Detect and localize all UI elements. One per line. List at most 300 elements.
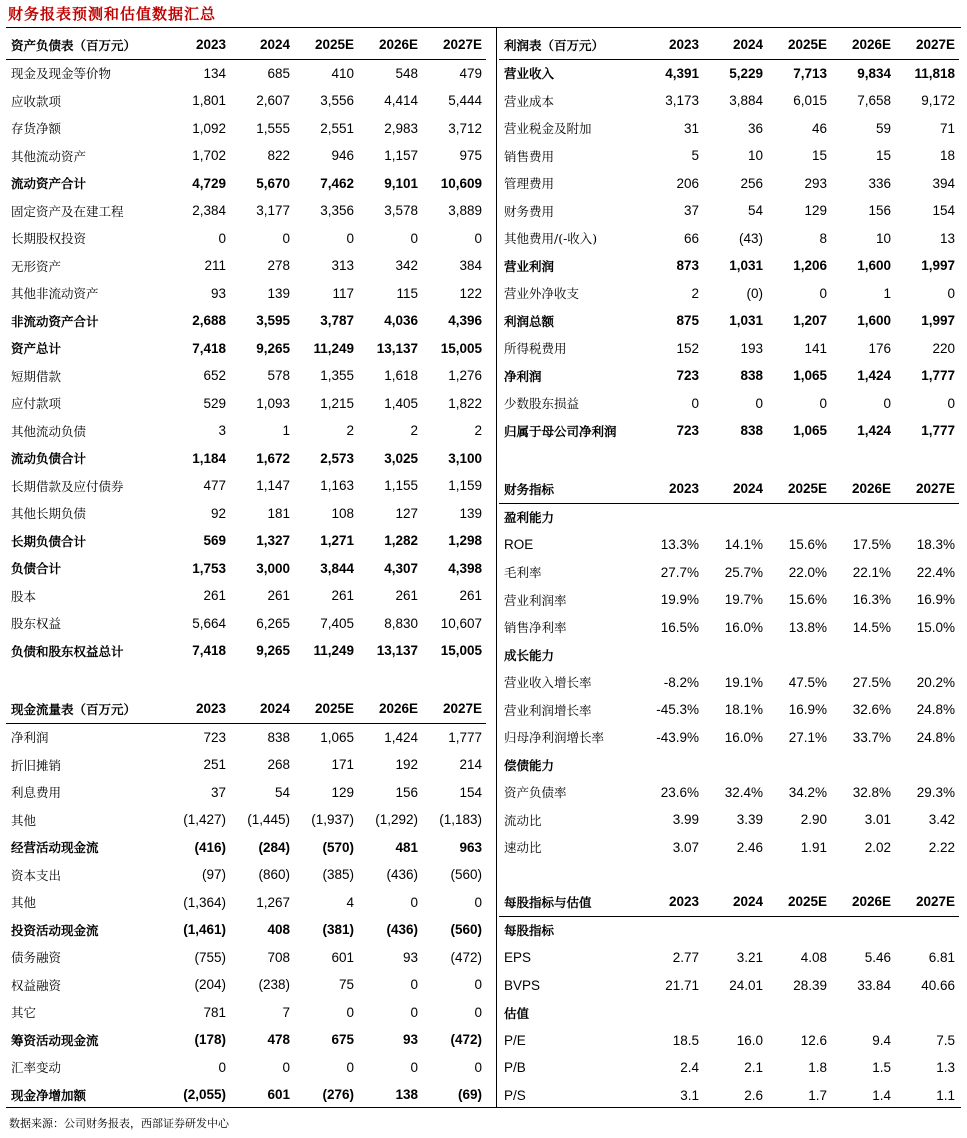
- year-header: 2026E: [831, 475, 895, 503]
- row-value: 16.0%: [724, 729, 763, 745]
- row-label: 长期负债合计: [11, 533, 87, 549]
- row-value: 154: [459, 784, 482, 800]
- row-value: 14.5%: [852, 619, 891, 635]
- table-row: [499, 779, 959, 807]
- table-row: [6, 500, 486, 528]
- row-label: 营业利润: [504, 258, 555, 274]
- row-value: 7,658: [857, 93, 891, 109]
- row-value: 3,844: [320, 560, 354, 576]
- year-header: 2024: [703, 475, 767, 503]
- row-value: [895, 999, 959, 1027]
- row-value: 2,384: [192, 203, 226, 219]
- year-header: 2026E: [358, 695, 422, 723]
- row-value: 7,418: [192, 643, 226, 659]
- row-value: 261: [459, 588, 482, 604]
- table-row: [499, 280, 959, 308]
- row-value: 0: [947, 395, 955, 411]
- row-value: 1,777: [448, 729, 482, 745]
- year-header: 2025E: [294, 31, 358, 59]
- row-value: 1,618: [384, 368, 418, 384]
- row-value: 1,206: [793, 258, 827, 274]
- row-label: 其他: [11, 895, 37, 911]
- row-value: 0: [947, 285, 955, 301]
- row-value: 3,712: [448, 120, 482, 136]
- table-header-label: 资产负债表（百万元）: [6, 31, 166, 59]
- table-row: [499, 197, 959, 225]
- table-row: [499, 170, 959, 198]
- row-label: 成长能力: [504, 647, 555, 663]
- row-value: 2,607: [256, 93, 290, 109]
- row-value: 20.2%: [916, 674, 955, 690]
- row-value: 578: [267, 368, 290, 384]
- row-value: 0: [282, 230, 290, 246]
- row-value: (385): [322, 867, 354, 883]
- row-value: 15.0%: [916, 619, 955, 635]
- bottom-rule: [6, 1107, 961, 1108]
- table-row: [6, 806, 486, 834]
- row-value: 9,172: [921, 93, 955, 109]
- row-value: 36: [747, 120, 763, 136]
- row-value: 479: [459, 65, 482, 81]
- row-value: 3,889: [448, 203, 482, 219]
- row-value: 16.9%: [788, 702, 827, 718]
- row-value: (204): [194, 977, 226, 993]
- row-value: 214: [459, 757, 482, 773]
- table-row: [499, 724, 959, 752]
- row-value: 19.7%: [724, 592, 763, 608]
- table-row: [6, 142, 486, 170]
- row-value: 3: [218, 423, 226, 439]
- row-value: 29.3%: [916, 784, 955, 800]
- row-value: 3.01: [864, 812, 891, 828]
- table-header-row: [6, 31, 486, 59]
- row-value: 0: [410, 977, 418, 993]
- row-value: 723: [203, 729, 226, 745]
- row-value: 21.71: [665, 977, 699, 993]
- row-label: 应收款项: [11, 93, 62, 109]
- row-value: 529: [203, 395, 226, 411]
- row-value: 1.91: [800, 839, 827, 855]
- table-row: [6, 916, 486, 944]
- row-label: 速动比: [504, 840, 542, 856]
- row-value: 3.39: [736, 812, 763, 828]
- row-value: 0: [474, 1004, 482, 1020]
- table-row: [499, 972, 959, 1000]
- row-value: 5,229: [729, 65, 763, 81]
- row-value: 54: [274, 784, 290, 800]
- row-value: 15.6%: [788, 592, 827, 608]
- row-value: 4,036: [384, 313, 418, 329]
- year-header: 2026E: [358, 31, 422, 59]
- row-value: 10: [875, 230, 891, 246]
- table-row: [6, 582, 486, 610]
- row-value: 2: [410, 423, 418, 439]
- row-label: 权益融资: [11, 977, 62, 993]
- row-value: 10: [747, 148, 763, 164]
- source-note: 数据来源：公司财务报表，西部证券研发中心: [9, 1117, 229, 1130]
- row-value: 13.8%: [788, 619, 827, 635]
- row-value: (436): [386, 867, 418, 883]
- row-value: 1,147: [256, 478, 290, 494]
- year-header: 2025E: [767, 475, 831, 503]
- row-value: 22.1%: [852, 564, 891, 580]
- row-value: 0: [282, 1059, 290, 1075]
- row-value: (238): [258, 977, 290, 993]
- row-value: 129: [331, 784, 354, 800]
- row-value: 1,405: [384, 395, 418, 411]
- row-value: 134: [203, 65, 226, 81]
- section-row: [499, 751, 959, 779]
- row-label: 销售费用: [504, 148, 555, 164]
- row-label: 净利润: [11, 730, 49, 746]
- row-value: 1,159: [448, 478, 482, 494]
- row-value: [831, 641, 895, 669]
- table-row: [499, 559, 959, 587]
- year-header: 2023: [639, 31, 703, 59]
- row-value: 154: [932, 203, 955, 219]
- row-value: 40.66: [921, 977, 955, 993]
- row-label: 负债合计: [11, 561, 62, 577]
- table-row: [6, 417, 486, 445]
- row-value: 46: [811, 120, 827, 136]
- row-value: [703, 641, 767, 669]
- row-value: 1,777: [921, 368, 955, 384]
- row-value: 2,688: [192, 313, 226, 329]
- row-value: 2.1: [744, 1060, 763, 1076]
- row-value: 4,391: [665, 65, 699, 81]
- row-value: 1: [883, 285, 891, 301]
- row-value: 93: [402, 1032, 418, 1048]
- table-row: [6, 999, 486, 1027]
- year-header: 2027E: [895, 31, 959, 59]
- row-value: 1,424: [384, 729, 418, 745]
- row-value: 5.46: [864, 950, 891, 966]
- row-value: 141: [804, 340, 827, 356]
- row-value: (472): [450, 949, 482, 965]
- row-value: 261: [395, 588, 418, 604]
- row-value: 7,418: [192, 340, 226, 356]
- row-label: BVPS: [504, 977, 541, 993]
- row-label: 营业外净收支: [504, 286, 580, 302]
- row-value: 2.90: [800, 812, 827, 828]
- row-label: 销售净利率: [504, 620, 567, 636]
- row-label: 其他: [11, 812, 37, 828]
- row-value: 261: [267, 588, 290, 604]
- row-value: 1.1: [936, 1087, 955, 1103]
- row-value: 0: [819, 395, 827, 411]
- row-value: 3.1: [680, 1087, 699, 1103]
- table-row: [6, 637, 486, 665]
- row-value: 5: [691, 148, 699, 164]
- row-value: 192: [395, 757, 418, 773]
- row-value: 16.0: [736, 1032, 763, 1048]
- table-row: [6, 472, 486, 500]
- income-statement-panel: [499, 31, 959, 445]
- row-value: (97): [201, 867, 226, 883]
- table-row: [6, 225, 486, 253]
- row-value: 3.07: [672, 839, 699, 855]
- row-value: 11,249: [313, 340, 354, 356]
- table-row: [6, 527, 486, 555]
- table-row: [499, 1054, 959, 1082]
- row-value: 66: [683, 230, 699, 246]
- table-row: [499, 806, 959, 834]
- row-value: [639, 999, 703, 1027]
- row-label: 营业税金及附加: [504, 121, 592, 137]
- row-value: (1,445): [247, 812, 290, 828]
- table-header-label: 利润表（百万元）: [499, 31, 639, 59]
- row-label: 营业成本: [504, 93, 555, 109]
- row-value: 1,276: [448, 368, 482, 384]
- row-value: 171: [331, 757, 354, 773]
- row-value: 0: [346, 230, 354, 246]
- row-value: 1,065: [793, 423, 827, 439]
- row-label: 长期股权投资: [11, 231, 87, 247]
- per-share-valuation-panel: [499, 888, 959, 1109]
- row-value: 838: [267, 729, 290, 745]
- row-value: [703, 751, 767, 779]
- row-value: (276): [322, 1087, 354, 1103]
- row-value: 16.3%: [852, 592, 891, 608]
- row-value: 1,777: [921, 423, 955, 439]
- row-label: 每股指标: [504, 923, 555, 939]
- row-value: 71: [939, 120, 955, 136]
- row-value: 675: [331, 1032, 354, 1048]
- table-header-label: 现金流量表（百万元）: [6, 695, 166, 723]
- row-value: 1,424: [857, 368, 891, 384]
- table-row: [6, 779, 486, 807]
- row-label: 营业利润增长率: [504, 702, 592, 718]
- row-label: 长期借款及应付债券: [11, 478, 124, 494]
- section-row: [499, 641, 959, 669]
- year-header: 2027E: [895, 475, 959, 503]
- row-value: 0: [755, 395, 763, 411]
- row-value: [831, 916, 895, 944]
- row-value: 261: [203, 588, 226, 604]
- row-value: 206: [676, 175, 699, 191]
- row-value: (472): [450, 1032, 482, 1048]
- row-value: 18.1%: [724, 702, 763, 718]
- row-value: 25.7%: [724, 564, 763, 580]
- row-value: 15,005: [440, 643, 482, 659]
- row-value: 3,787: [320, 313, 354, 329]
- row-value: 875: [676, 313, 699, 329]
- row-value: -8.2%: [663, 674, 699, 690]
- row-value: 384: [459, 258, 482, 274]
- row-label: 归属于母公司净利润: [504, 423, 617, 439]
- row-value: 1: [282, 423, 290, 439]
- row-value: 2.4: [680, 1060, 699, 1076]
- row-value: 2.22: [928, 839, 955, 855]
- row-label: 其他流动负债: [11, 423, 87, 439]
- row-label: EPS: [504, 950, 532, 966]
- table-row: [6, 723, 486, 751]
- row-label: 流动资产合计: [11, 176, 87, 192]
- table-row: [6, 944, 486, 972]
- year-header: 2023: [639, 475, 703, 503]
- year-header: 2024: [703, 31, 767, 59]
- row-value: [703, 503, 767, 531]
- year-header: 2023: [166, 695, 230, 723]
- row-value: 4,398: [448, 560, 482, 576]
- row-label: 负债和股东权益总计: [11, 643, 124, 659]
- row-value: 47.5%: [788, 674, 827, 690]
- row-label: 归母净利润增长率: [504, 730, 605, 746]
- row-value: 27.1%: [788, 729, 827, 745]
- row-label: 股东权益: [11, 616, 62, 632]
- row-value: 0: [346, 1004, 354, 1020]
- row-value: (1,461): [183, 922, 226, 938]
- row-label: ROE: [504, 537, 534, 553]
- table-header-row: [6, 695, 486, 723]
- row-value: 0: [410, 1059, 418, 1075]
- financial-indicators-panel: [499, 475, 959, 861]
- row-value: (1,937): [311, 812, 354, 828]
- row-value: 93: [402, 949, 418, 965]
- row-value: 7,405: [320, 615, 354, 631]
- row-value: (178): [194, 1032, 226, 1048]
- row-label: 毛利率: [504, 565, 542, 581]
- table-row: [499, 59, 959, 87]
- row-value: 4,414: [384, 93, 418, 109]
- row-value: 7: [282, 1004, 290, 1020]
- row-value: 93: [210, 285, 226, 301]
- row-value: 1,997: [921, 313, 955, 329]
- table-row: [6, 252, 486, 280]
- year-header: 2023: [166, 31, 230, 59]
- row-value: 16.9%: [916, 592, 955, 608]
- row-value: 0: [410, 230, 418, 246]
- row-value: 9,265: [256, 643, 290, 659]
- year-header: 2027E: [422, 31, 486, 59]
- table-row: [499, 307, 959, 335]
- row-value: 822: [267, 148, 290, 164]
- row-value: 336: [868, 175, 891, 191]
- row-value: 16.5%: [660, 619, 699, 635]
- table-row: [499, 87, 959, 115]
- row-value: 11,818: [914, 65, 955, 81]
- table-row: [6, 307, 486, 335]
- row-value: 410: [331, 65, 354, 81]
- row-value: 1.4: [872, 1087, 891, 1103]
- page-title: 财务报表预测和估值数据汇总: [8, 5, 217, 23]
- row-label: 折旧摊销: [11, 757, 62, 773]
- row-value: 1,600: [857, 313, 891, 329]
- per-share-valuation-table: [499, 888, 959, 1109]
- row-value: 15.6%: [788, 537, 827, 553]
- row-value: 1,298: [448, 533, 482, 549]
- row-label: 经营活动现金流: [11, 840, 99, 856]
- row-label: 短期借款: [11, 368, 62, 384]
- row-value: 156: [395, 784, 418, 800]
- row-value: 54: [747, 203, 763, 219]
- table-header-row: [499, 475, 959, 503]
- row-value: 5,664: [192, 615, 226, 631]
- row-value: 0: [218, 230, 226, 246]
- table-row: [499, 335, 959, 363]
- row-value: 139: [267, 285, 290, 301]
- row-value: 75: [338, 977, 354, 993]
- row-value: 31: [683, 120, 699, 136]
- row-value: 0: [410, 1004, 418, 1020]
- row-value: 156: [868, 203, 891, 219]
- row-label: 其他长期负债: [11, 506, 87, 522]
- row-label: 营业收入: [504, 66, 555, 82]
- table-row: [6, 170, 486, 198]
- table-row: [499, 115, 959, 143]
- row-label: P/B: [504, 1060, 526, 1076]
- row-value: 723: [676, 368, 699, 384]
- section-row: [499, 999, 959, 1027]
- row-value: 2,551: [320, 120, 354, 136]
- row-value: [895, 503, 959, 531]
- section-row: [499, 916, 959, 944]
- row-label: 资产负债率: [504, 785, 567, 801]
- row-value: 0: [474, 977, 482, 993]
- row-label: 管理费用: [504, 176, 555, 192]
- row-value: 652: [203, 368, 226, 384]
- row-value: 1.3: [936, 1060, 955, 1076]
- row-value: (1,292): [375, 812, 418, 828]
- row-value: 1,753: [192, 560, 226, 576]
- table-row: [6, 1054, 486, 1082]
- row-value: 293: [804, 175, 827, 191]
- row-value: 0: [819, 285, 827, 301]
- row-value: 14.1%: [724, 537, 763, 553]
- row-value: -43.9%: [656, 729, 699, 745]
- row-label: 固定资产及在建工程: [11, 203, 124, 219]
- row-value: 1,163: [320, 478, 354, 494]
- year-header: 2026E: [831, 888, 895, 916]
- row-value: 1,355: [320, 368, 354, 384]
- row-value: (43): [738, 230, 763, 246]
- table-row: [6, 445, 486, 473]
- row-value: 1,672: [256, 450, 290, 466]
- row-value: 3.42: [928, 812, 955, 828]
- table-header-row: [499, 31, 959, 59]
- row-value: 4,396: [448, 313, 482, 329]
- row-value: 2,573: [320, 450, 354, 466]
- table-row: [499, 1027, 959, 1055]
- table-row: [499, 390, 959, 418]
- table-row: [6, 335, 486, 363]
- row-value: 17.5%: [852, 537, 891, 553]
- row-value: [895, 641, 959, 669]
- row-value: 408: [267, 922, 290, 938]
- row-value: 0: [346, 1059, 354, 1075]
- row-label: 其它: [11, 1005, 37, 1021]
- table-row: [499, 142, 959, 170]
- row-value: [831, 999, 895, 1027]
- table-row: [499, 252, 959, 280]
- row-value: 2: [474, 423, 482, 439]
- table-row: [499, 614, 959, 642]
- row-label: P/E: [504, 1032, 526, 1048]
- row-value: 3,000: [256, 560, 290, 576]
- row-value: 1,155: [384, 478, 418, 494]
- row-value: 7.5: [936, 1032, 955, 1048]
- row-value: 24.01: [729, 977, 763, 993]
- table-row: [499, 586, 959, 614]
- row-value: 268: [267, 757, 290, 773]
- row-value: [703, 999, 767, 1027]
- row-value: 23.6%: [660, 784, 699, 800]
- balance-sheet-table: [6, 31, 486, 665]
- row-value: 18.3%: [916, 537, 955, 553]
- table-row: [6, 280, 486, 308]
- row-value: 15: [811, 148, 827, 164]
- table-row: [6, 861, 486, 889]
